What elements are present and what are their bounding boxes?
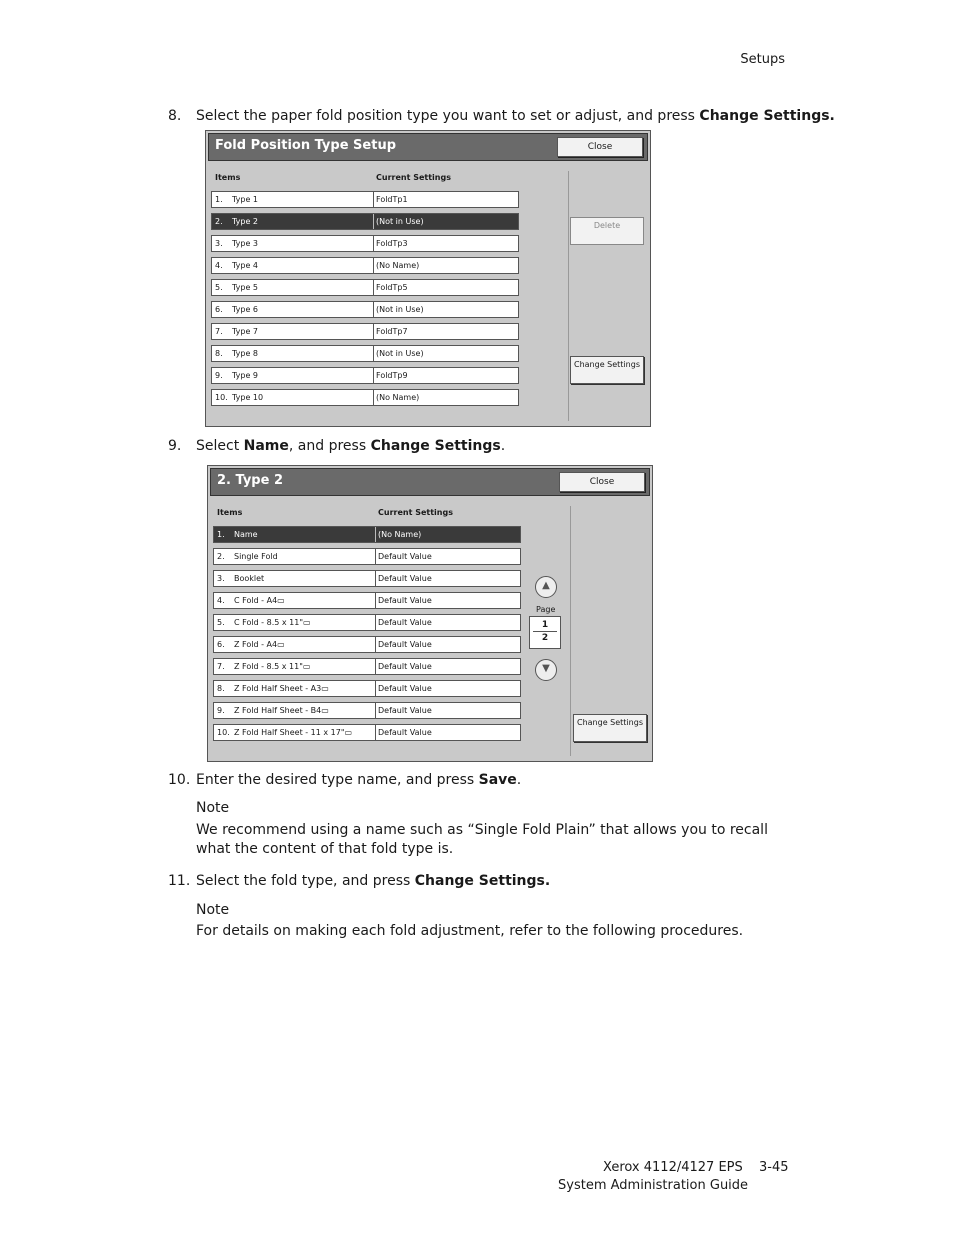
list-item[interactable]	[211, 367, 519, 384]
row-value: FoldTp7	[376, 327, 408, 336]
arrow-up-icon: ▲	[542, 580, 550, 591]
row-label: Type 8	[232, 349, 259, 358]
screen-title: 2. Type 2	[217, 473, 284, 488]
row-number: 8.	[217, 684, 225, 693]
close-button[interactable]: Close	[557, 137, 643, 157]
type-2-screen	[207, 465, 653, 762]
step-number: 9.	[168, 438, 182, 454]
row-label: Name	[234, 530, 258, 539]
row-value: FoldTp1	[376, 195, 408, 204]
row-value: Default Value	[378, 552, 432, 561]
row-label: C Fold - 8.5 x 11"▭	[234, 618, 311, 627]
row-value: FoldTp9	[376, 371, 408, 380]
row-value: (No Name)	[376, 261, 420, 270]
row-number: 4.	[217, 596, 225, 605]
row-label: Z Fold Half Sheet - A3▭	[234, 684, 329, 693]
row-separator	[375, 659, 376, 674]
column-header-current-settings: Current Settings	[376, 173, 451, 182]
row-value: (No Name)	[378, 530, 422, 539]
row-separator	[375, 593, 376, 608]
row-label: Type 4	[232, 261, 259, 270]
row-separator	[375, 703, 376, 718]
step-text: .	[500, 438, 506, 454]
column-header-items: Items	[217, 508, 243, 517]
row-label: Type 2	[232, 217, 259, 226]
step-number: 8.	[168, 108, 182, 124]
row-number: 4.	[215, 261, 223, 270]
row-number: 1.	[217, 530, 225, 539]
footer-page-number: 3-45	[759, 1160, 789, 1175]
row-number: 6.	[215, 305, 223, 314]
delete-button[interactable]: Delete	[570, 217, 644, 245]
step-text: , and press	[288, 438, 371, 454]
row-value: Default Value	[378, 662, 432, 671]
row-value: (Not in Use)	[376, 349, 424, 358]
row-separator	[373, 324, 374, 339]
title-bar	[210, 468, 650, 496]
title-bar	[208, 133, 648, 161]
note-label: Note	[196, 902, 230, 918]
row-label: C Fold - A4▭	[234, 596, 285, 605]
row-separator	[375, 571, 376, 586]
step-text: Select	[196, 438, 244, 454]
row-number: 10.	[217, 728, 230, 737]
divider	[570, 506, 571, 756]
step-11	[168, 873, 550, 889]
row-value: Default Value	[378, 706, 432, 715]
row-number: 9.	[217, 706, 225, 715]
close-button[interactable]: Close	[559, 472, 645, 492]
row-separator	[373, 368, 374, 383]
row-label: Single Fold	[234, 552, 278, 561]
note-label: Note	[196, 800, 230, 816]
list-item[interactable]	[211, 213, 519, 230]
row-separator	[375, 549, 376, 564]
list-item[interactable]	[211, 191, 519, 208]
list-item[interactable]	[211, 389, 519, 406]
row-number: 2.	[215, 217, 223, 226]
list-item[interactable]	[213, 592, 521, 609]
page-current: 1	[541, 620, 549, 630]
list-item[interactable]	[211, 279, 519, 296]
step-number: 11.	[168, 873, 191, 889]
row-separator	[375, 681, 376, 696]
row-separator	[373, 214, 374, 229]
row-label: Type 1	[232, 195, 259, 204]
step-text: Select the fold type, and press	[196, 873, 415, 889]
row-separator	[373, 192, 374, 207]
list-item[interactable]	[213, 680, 521, 697]
note-body: For details on making each fold adjustment, refer to the following procedures.	[196, 923, 744, 939]
row-number: 5.	[215, 283, 223, 292]
footer-guide-title: System Administration Guide	[558, 1178, 749, 1193]
row-number: 7.	[217, 662, 225, 671]
step-bold: Save	[478, 772, 517, 788]
row-label: Type 6	[232, 305, 259, 314]
list-item[interactable]	[211, 301, 519, 318]
row-value: FoldTp5	[376, 283, 408, 292]
list-item[interactable]	[213, 548, 521, 565]
arrow-down-icon: ▼	[542, 663, 550, 674]
footer-product: Xerox 4112/4127 EPS	[603, 1160, 743, 1175]
row-label: Type 3	[232, 239, 259, 248]
row-label: Type 7	[232, 327, 259, 336]
change-settings-button[interactable]: Change Settings	[570, 356, 644, 384]
row-number: 1.	[215, 195, 223, 204]
step-text: Enter the desired type name, and press	[196, 772, 479, 788]
list-item[interactable]	[213, 614, 521, 631]
column-header-items: Items	[215, 173, 241, 182]
step-bold: Change Settings.	[414, 873, 551, 889]
row-label: Z Fold - A4▭	[234, 640, 285, 649]
row-label: Z Fold - 8.5 x 11"▭	[234, 662, 311, 671]
step-10	[168, 772, 521, 788]
row-value: Default Value	[378, 684, 432, 693]
row-value: (Not in Use)	[376, 305, 424, 314]
list-item[interactable]	[213, 658, 521, 675]
step-9	[168, 438, 505, 454]
column-header-current-settings: Current Settings	[378, 508, 453, 517]
list-item[interactable]	[211, 323, 519, 340]
step-number: 10.	[168, 772, 191, 788]
row-separator	[373, 302, 374, 317]
row-value: Default Value	[378, 618, 432, 627]
row-separator	[375, 725, 376, 740]
row-label: Type 5	[232, 283, 259, 292]
row-separator	[373, 236, 374, 251]
step-bold: Change Settings.	[699, 108, 835, 124]
row-number: 6.	[217, 640, 225, 649]
row-separator	[373, 390, 374, 405]
list-item[interactable]	[213, 526, 521, 543]
page-total: 2	[541, 633, 549, 643]
row-separator	[373, 280, 374, 295]
row-label: Z Fold Half Sheet - 11 x 17"▭	[234, 728, 353, 737]
scroll-down-button[interactable]	[535, 659, 557, 681]
row-label: Type 9	[232, 371, 259, 380]
divider	[568, 171, 569, 421]
row-separator	[375, 637, 376, 652]
row-separator	[373, 258, 374, 273]
row-value: FoldTp3	[376, 239, 408, 248]
list-item[interactable]	[211, 235, 519, 252]
row-label: Type 10	[232, 393, 264, 402]
list-item[interactable]	[213, 636, 521, 653]
running-header: Setups	[740, 52, 785, 67]
row-number: 10.	[215, 393, 228, 402]
row-value: (No Name)	[376, 393, 420, 402]
row-value: Default Value	[378, 574, 432, 583]
list-item[interactable]	[213, 724, 521, 741]
row-value: Default Value	[378, 728, 432, 737]
row-number: 3.	[217, 574, 225, 583]
list-item[interactable]	[211, 345, 519, 362]
row-number: 8.	[215, 349, 223, 358]
row-label: Booklet	[234, 574, 265, 583]
row-number: 9.	[215, 371, 223, 380]
row-value: Default Value	[378, 596, 432, 605]
row-number: 7.	[215, 327, 223, 336]
list-item[interactable]	[211, 257, 519, 274]
screen-title: Fold Position Type Setup	[215, 138, 397, 153]
step-bold: Change Settings	[370, 438, 501, 454]
row-label: Z Fold Half Sheet - B4▭	[234, 706, 329, 715]
step-bold: Name	[243, 438, 289, 454]
page-divider	[533, 631, 557, 632]
page-label: Page	[536, 605, 556, 614]
row-value: (Not in Use)	[376, 217, 424, 226]
row-number: 2.	[217, 552, 225, 561]
list-item[interactable]	[213, 702, 521, 719]
fold-position-type-setup-screen	[205, 130, 651, 427]
step-8	[168, 108, 835, 124]
change-settings-button[interactable]: Change Settings	[573, 714, 647, 742]
note-body: We recommend using a name such as “Single Fold Plain” that allows you to recall what the content of that fold type is.	[196, 822, 768, 857]
row-separator	[375, 615, 376, 630]
step-text: Select the paper fold position type you want to set or adjust, and press	[196, 108, 700, 124]
row-value: Default Value	[378, 640, 432, 649]
list-item[interactable]	[213, 570, 521, 587]
page-indicator	[529, 616, 561, 649]
row-number: 3.	[215, 239, 223, 248]
row-separator	[375, 527, 376, 542]
step-text: .	[516, 772, 522, 788]
row-separator	[373, 346, 374, 361]
row-number: 5.	[217, 618, 225, 627]
scroll-up-button[interactable]	[535, 576, 557, 598]
